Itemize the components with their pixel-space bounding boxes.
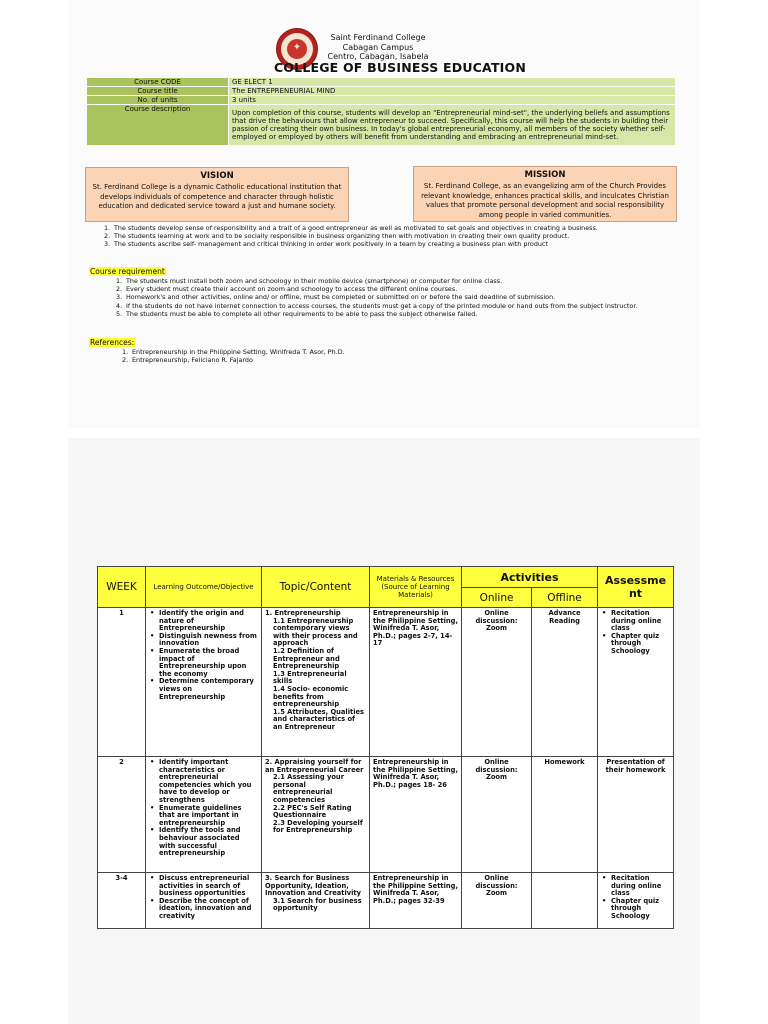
vision-text: St. Ferdinand College is a dynamic Catholic educational institution that develops individuals of competence and character through holistic education and dedicated service toward a just and humane society.: [92, 183, 342, 211]
course-info-table: [86, 77, 676, 146]
header-online: Online: [462, 588, 532, 608]
reference-item: 2. Entrepreneurship, Feliciano R. Fajardo: [122, 356, 253, 365]
learning-cell: • Identify important characteristics or entrepreneurial competencies which you have to develop or strengthens • Enumerate guidelines that are important in entrepreneurship • Identify the tools and behaviour associated with successful entrepreneurship: [146, 757, 262, 873]
week-cell: 3-4: [98, 873, 146, 929]
offline-cell: Homework: [532, 757, 598, 873]
requirement-item: 4. If the students do not have internet connection to access courses, the students must get a copy of the printed module or hand outs from the subject instructor.: [116, 301, 638, 310]
school-name: Saint Ferdinand College: [330, 33, 426, 42]
requirement-item: 1. The students must install both zoom and schoology in their mobile device (smartphone) or computer for online class.: [116, 277, 503, 285]
materials-cell: Entrepreneurship in the Philippine Setting, Winifreda T. Asor, Ph.D.; pages 32-39: [370, 873, 462, 929]
school-address: Centro, Cabagan, Isabela: [327, 52, 429, 61]
course-description-label: Course description: [87, 105, 229, 146]
requirement-item: 3. Homework's and other activities, online and/ or offline, must be completed or submitted on or before the said deadline of submission.: [116, 293, 556, 302]
online-cell: Online discussion: Zoom: [462, 608, 532, 757]
online-cell: Online discussion: Zoom: [462, 873, 532, 929]
reference-item: 1. Entrepreneurship in the Philippine Setting, Winifreda T. Asor, Ph.D.: [122, 348, 345, 356]
outcome-item: 3. The students ascribe self- management and critical thinking in order work positively in a team by creating a business plan with product: [104, 240, 548, 249]
learning-cell: • Identify the origin and nature of Entrepreneurship • Distinguish newness from innovation • Enumerate the broad impact of Entrepreneurship upon the economy • Determine contemporary views on Entrepreneurship: [146, 608, 262, 757]
table-row: [98, 873, 674, 929]
units-value: 3 units: [229, 96, 676, 105]
table-row: [98, 608, 674, 757]
course-title-label: Course title: [87, 87, 229, 96]
header-learning-outcome: Learning Outcome/Objective: [146, 567, 262, 608]
units-label: No. of units: [87, 96, 229, 105]
vision-title: VISION: [200, 171, 234, 181]
outcome-item: 1. The students develop sense of responsibility and a trait of a good entrepreneur as well as motivated to set goals and objectives in creating a business.: [104, 224, 598, 232]
header-materials: Materials & Resources (Source of Learning Materials): [370, 567, 462, 608]
week-cell: 2: [98, 757, 146, 873]
learning-cell: • Discuss entrepreneurial activities in search of business opportunities • Describe the concept of ideation, innovation and creativity: [146, 873, 262, 929]
offline-cell: [532, 873, 598, 929]
topic-cell: 3. Search for Business Opportunity, Ideation, Innovation and Creativity 3.1 Search for business opportunity: [262, 873, 370, 929]
online-cell: Online discussion: Zoom: [462, 757, 532, 873]
topic-cell: 1. Entrepreneurship 1.1 Entrepreneurship contemporary views with their process and approach 1.2 Definition of Entrepreneur and Entrepreneurship 1.3 Entrepreneurial skills 1.4 Socio- economic benefits from entrepreneurship 1.5 Attributes, Qualities and characteristics of an Entrepreneur: [262, 608, 370, 757]
course-schedule-table: [97, 566, 674, 929]
assessment-cell: • Recitation during online class • Chapter quiz through Schoology: [598, 873, 674, 929]
course-title-row: [87, 87, 676, 96]
vision-box: [85, 167, 349, 222]
course-description-value: Upon completion of this course, students will develop an "Entrepreneurial mind-set", the underlying beliefs and assumptions that drive the behaviours that allow entrepreneur to succeed. Specifically, this course will help the students in building their passion of creating their own business. In today's global entrepreneurial economy, all members of the society whether self- employed or employed by others will benefit from understanding and embracing an entrepreneurial mind-set.: [229, 105, 676, 146]
mission-box: [413, 166, 677, 222]
mission-text: St. Ferdinand College, as an evangelizing arm of the Church Provides relevant knowledge, enhances practical skills, and inculcates Christian values that promote personal development and social responsibility among people in varied communities.: [421, 182, 669, 219]
requirement-item: 5. The students must be able to complete all other requirements to be able to pass the subject otherwise failed.: [116, 309, 478, 318]
topic-cell: 2. Appraising yourself for an Entrepreneurial Career 2.1 Assessing your personal entrepreneurial competencies 2.2 PEC's Self Rating Questionnaire 2.3 Developing yourself for Entrepreneurship: [262, 757, 370, 873]
requirements-list: [116, 277, 666, 318]
course-code-value: GE ELECT 1: [229, 78, 676, 87]
offline-cell: Advance Reading: [532, 608, 598, 757]
course-code-row: [87, 78, 676, 87]
campus-name: Cabagan Campus: [342, 43, 414, 52]
table-row: [98, 757, 674, 873]
course-description-row: [87, 105, 676, 146]
materials-cell: Entrepreneurship in the Philippine Setting, Winifreda T. Asor, Ph.D.; pages 18- 26: [370, 757, 462, 873]
references-label: References:: [90, 338, 135, 347]
college-seal-logo: ✦: [277, 29, 317, 69]
mission-title: MISSION: [524, 170, 566, 180]
course-code-label: Course CODE: [87, 78, 229, 87]
assessment-cell: • Recitation during online class • Chapter quiz through Schoology: [598, 608, 674, 757]
requirement-item: 2. Every student must create their account on zoom and schoology to access the different online courses.: [116, 285, 458, 294]
references-list: [122, 348, 522, 364]
header-week: WEEK: [98, 567, 146, 608]
units-row: [87, 96, 676, 105]
week-cell: 1: [98, 608, 146, 757]
materials-cell: Entrepreneurship in the Philippine Setting, Winifreda T. Asor, Ph.D.; pages 2-7, 14-17: [370, 608, 462, 757]
course-title-value: The ENTREPRENEURIAL MIND: [229, 87, 676, 96]
course-requirement-label: Course requirement: [90, 267, 165, 276]
outcomes-list: [104, 224, 664, 249]
header-activities: Activities: [462, 567, 598, 588]
assessment-cell: Presentation of their homework: [598, 757, 674, 873]
header-offline: Offline: [532, 588, 598, 608]
college-title: COLLEGE OF BUSINESS EDUCATION: [273, 60, 527, 75]
outcome-item: 2. The students learning at work and to be socially responsible in business organizing then with motivation in creating their own quality product.: [104, 232, 570, 241]
header-assessment: Assessme nt: [598, 567, 674, 608]
header-topic: Topic/Content: [262, 567, 370, 608]
